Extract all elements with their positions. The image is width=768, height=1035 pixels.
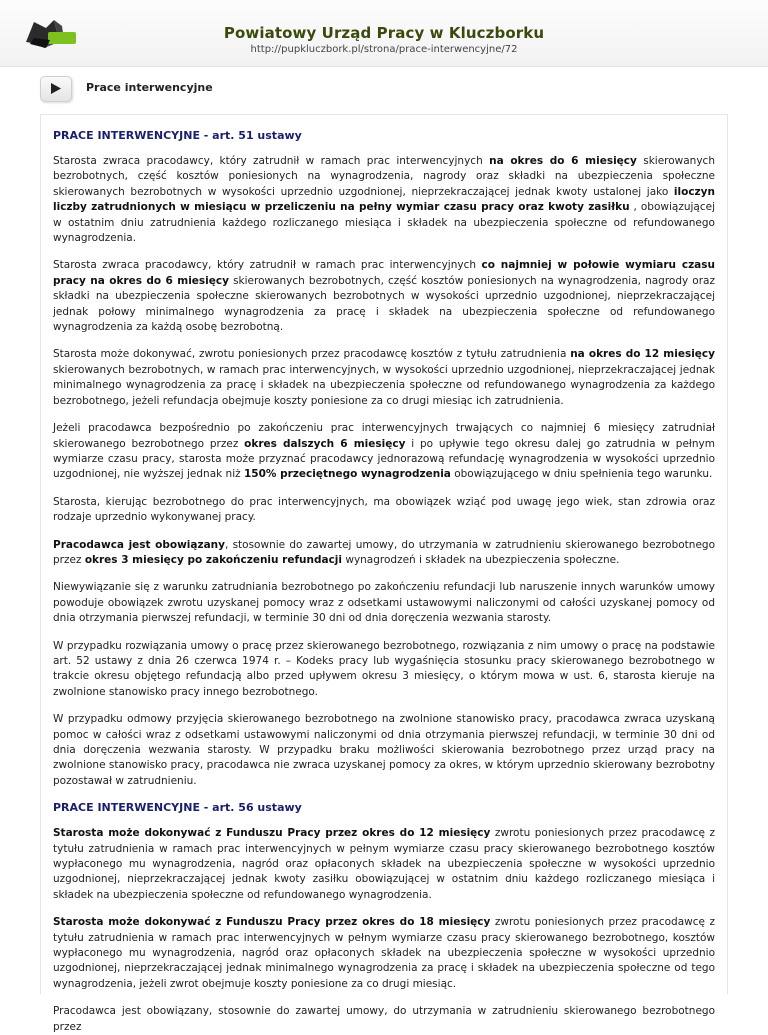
site-title: Powiatowy Urząd Pracy w Kluczborku: [223, 24, 545, 42]
text-run: , stosownie do zawartej umowy, do utrzymania w zatrudnieniu skierowanego bezrobotnego przez: [53, 538, 715, 566]
paragraph: [53, 826, 715, 903]
paragraph: [53, 580, 715, 626]
text-run: Niewywiązanie się z warunku zatrudniania bezrobotnego po zakończeniu refundacji lub naruszenie innych warunków umowy powoduje obowiązek zwrotu uzyskanej pomocy wraz z odsetkami ustawowymi naliczonymi od całości uzyskanej pomocy od dnia otrzymania pierwszej refundacji, w terminie 30 dni od dnia doręczenia wezwania starosty.: [53, 581, 715, 625]
article-content: [40, 114, 728, 1033]
text-run: W przypadku rozwiązania umowy o pracę przez skierowanego bezrobotnego, rozwiązania z nim umowy o pracę na podstawie art. 52 ustawy z dnia 26 czerwca 1974 r. – Kodeks pracy lub wygaśnięcia stosunku pracy skierowanego bezrobotnego w trakcie okresu objętego refundacją albo przed upływem okresu 3 miesięcy, o którym mowa w ust. 6, starosta kieruje na zwolnione stanowisko pracy innego bezrobotnego.: [53, 639, 715, 698]
text-run: skierowanych bezrobotnych, w ramach prac interwencyjnych, w wysokości uprzednio uzgodnionej, nieprzekraczającej jednak minimalnego wynagrodzenia za pracę i składek na ubezpieczenia społeczne od refundowanego wynagrodzenia za każdego bezrobotnego, jeżeli refundacja obejmuje koszty poniesione za co drugi miesiąc ich zatrudnienia.: [53, 363, 715, 407]
bold-text: 150% przeciętnego wynagrodzenia: [243, 468, 451, 481]
page-header: [0, 0, 768, 67]
paragraph: [53, 154, 715, 246]
text-run: Jeżeli pracodawca bezpośrednio po zakończeniu prac interwencyjnych trwających co najmniej 6 miesięcy zatrudniał skierowanego bezrobotnego przez: [53, 422, 715, 450]
paragraph: [53, 915, 715, 992]
bold-text: na okres do 6 miesięcy: [489, 155, 637, 167]
section-heading: PRACE INTERWENCYJNE - art. 51 ustawy: [53, 129, 302, 142]
text-run: W przypadku odmowy przyjęcia skierowanego bezrobotnego na zwolnione stanowisko pracy, pracodawca zwraca uzyskaną pomoc w całości wraz z odsetkami ustawowymi naliczonymi od dnia otrzymania pierwszej refundacji, w terminie 30 dni od dnia doręczenia wezwania starosty. W przypadku braku możliwości skierowania bezrobotnego przez urząd pracy na zwolnione stanowisko pracy, pracodawca nie zwraca uzyskanej pomocy za okres, w którym uprzednio skierowany bezrobotny pozostawał w zatrudnieniu.: [53, 713, 715, 787]
bold-text: Pracodawca jest obowiązany: [53, 538, 225, 551]
bold-text: na okres do 12 miesięcy: [570, 348, 715, 361]
text-run: i po upływie tego okresu dalej go zatrudnia w pełnym wymiarze czasu pracy, starosta może przyznać pracodawcy jednorazową refundację wynagrodzenia w wysokości uprzednio uzgodnionej, nie wyższej jednak niż: [53, 437, 715, 481]
paragraph: [53, 712, 715, 789]
bold-text: okres 3 miesięcy po zakończeniu refundacji: [84, 553, 343, 566]
play-arrow-button[interactable]: [40, 76, 72, 102]
bold-text: Starosta może dokonywać z Funduszu Pracy przez okres do 18 miesięcy: [53, 916, 491, 929]
paragraph: [53, 538, 715, 569]
text-run: Starosta zwraca pracodawcy, który zatrudnił w ramach prac interwencyjnych: [53, 259, 482, 272]
section-heading: PRACE INTERWENCYJNE - art. 56 ustawy: [53, 801, 302, 815]
page-title: Prace interwencyjne: [86, 81, 213, 94]
bold-text: co najmniej w połowie wymiaru czasu pracy na okres do 6 miesięcy: [53, 259, 715, 287]
paragraph: [53, 1004, 715, 1035]
text-run: wynagrodzeń i składek na ubezpieczenia społeczne.: [342, 553, 620, 566]
bold-text: Starosta może dokonywać z Funduszu Pracy przez okres do 12 miesięcy: [53, 827, 491, 840]
text-run: skierowanych bezrobotnych, część kosztów poniesionych na wynagrodzenia, nagrody oraz składki na ubezpieczenia społeczne skierowanych bezrobotnych w wysokości uprzednio uzgodnionej, nieprzekraczającej jednak kwoty ustalonej jako: [53, 155, 715, 198]
text-run: Pracodawca jest obowiązany, stosownie do zawartej umowy, do utrzymania w zatrudnieniu skierowanego bezrobotnego przez: [53, 1005, 715, 1033]
text-run: skierowanych bezrobotnych, część kosztów poniesionych na wynagrodzenia, nagrody oraz składki na ubezpieczenia społeczne skierowanych bezrobotnych w wysokości uprzednio uzgodnionej, nieprzekraczającej jednak połowy minimalnego wynagrodzenia za pracę i składek na ubezpieczenia społeczne od refundowanego wynagrodzenia za każdą osobę bezrobotną.: [53, 274, 715, 334]
text-run: , obowiązującej w ostatnim dniu zatrudnienia każdego rozliczanego miesiąca i składek na ubezpieczenia społeczne od refundowanego wynagrodzenia.: [53, 201, 715, 245]
paragraph: [53, 347, 715, 409]
paragraph: [53, 258, 715, 335]
text-run: obowiązującego w dniu spełnienia tego warunku.: [450, 468, 713, 481]
paragraph: [53, 495, 715, 526]
bold-text: okres dalszych 6 miesięcy: [244, 437, 406, 450]
bold-text: iloczyn liczby zatrudnionych w miesiącu w przeliczeniu na pełny wymiar czasu pracy oraz kwoty zasiłku: [53, 185, 715, 214]
text-run: zwrotu poniesionych przez pracodawcę z tytułu zatrudnienia w ramach prac interwencyjnych w pełnym wymiarze czasu pracy skierowanego bezrobotnego, kosztów wypłaconego mu wynagrodzenia, nagród oraz opłaconych składek na ubezpieczenia społeczne w wysokości uprzednio uzgodnionej, nieprzekraczającej jednak minimalnego wynagrodzenia za pracę i składek na ubezpieczenia społeczne od tego wynagrodzenia, jeżeli zwrot obejmuje koszty poniesione za co drugi miesiąc.: [53, 916, 715, 990]
text-run: Starosta zwraca pracodawcy, który zatrudnił w ramach prac interwencyjnych: [53, 155, 490, 167]
text-run: Starosta może dokonywać, zwrotu poniesionych przez pracodawcę kosztów z tytułu zatrudnienia: [53, 348, 571, 361]
paragraph: [53, 639, 715, 701]
page-url[interactable]: http://pupkluczbork.pl/strona/prace-interwencyjne/72: [250, 44, 518, 55]
text-run: Starosta, kierując bezrobotnego do prac interwencyjnych, ma obowiązek wziąć pod uwagę jego wiek, stan zdrowia oraz rodzaje uprzednio wykonywanej pracy.: [53, 495, 715, 524]
play-arrow-icon: [51, 83, 61, 94]
text-run: zwrotu poniesionych przez pracodawcę z tytułu zatrudnienia w ramach prac interwencyjnych w pełnym wymiarze czasu pracy skierowanego bezrobotnego kosztów wypłaconego mu wynagrodzenia, nagród oraz opłaconych składek na ubezpieczenia społeczne w wysokości uprzednio uzgodnionej, nieprzekraczającej jednak kwoty zasiłku obowiązującej w ostatnim dniu każdego rozliczanego miesiąca i składek na ubezpieczenia społeczne od refundowanego wynagrodzenia.: [53, 827, 715, 901]
paragraph: [53, 421, 715, 483]
